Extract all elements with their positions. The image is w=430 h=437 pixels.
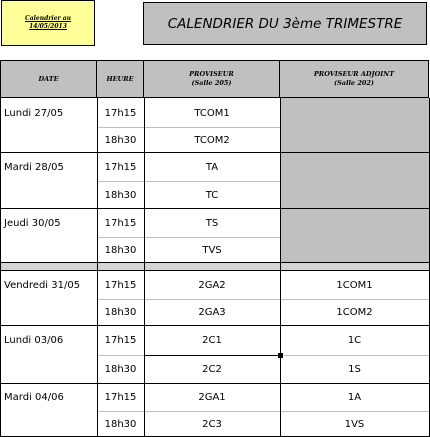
separator-line-top xyxy=(0,262,430,263)
header-heure-label: HEURE xyxy=(106,74,134,83)
date-cell xyxy=(4,412,96,436)
date-cell xyxy=(4,300,96,325)
proviseur-cell[interactable]: TCOM1 xyxy=(194,107,230,119)
adjoint-cell[interactable]: 1C xyxy=(347,335,362,346)
heure-cell: 17h15 xyxy=(104,335,137,346)
heure-cell: 17h15 xyxy=(104,217,137,229)
adjoint-cell[interactable]: 1VS xyxy=(344,418,365,430)
proviseur-cell[interactable]: 2GA3 xyxy=(198,307,226,318)
heure-cell: 18h30 xyxy=(104,189,137,201)
proviseur-cell[interactable]: 2GA2 xyxy=(198,279,226,291)
proviseur-cell[interactable]: TVS xyxy=(202,244,222,256)
heure-cell: 17h15 xyxy=(104,161,137,173)
header-adjoint-room: (Salle 202) xyxy=(334,79,374,87)
header-date-label: DATE xyxy=(38,74,59,83)
date-cell: Lundi 03/06 xyxy=(4,335,64,346)
date-cell xyxy=(4,128,96,152)
header-proviseur xyxy=(144,60,280,98)
date-cell xyxy=(4,182,96,208)
column-divider xyxy=(280,98,281,436)
proviseur-cell[interactable]: TCOM2 xyxy=(194,134,230,146)
adjoint-cell[interactable]: 1A xyxy=(347,392,362,403)
section-separator xyxy=(0,262,430,270)
proviseur-cell[interactable]: 2C2 xyxy=(202,364,222,375)
adjoint-cell[interactable] xyxy=(280,153,429,181)
adjoint-cell[interactable]: 1COM1 xyxy=(336,279,373,291)
memo-line-1: Calendrier au xyxy=(24,15,72,22)
adjoint-cell[interactable] xyxy=(280,209,429,237)
memo-line-2: 14/05/2013 xyxy=(29,23,67,30)
heure-cell: 17h15 xyxy=(104,107,137,119)
column-divider xyxy=(97,98,98,436)
proviseur-cell[interactable]: 2C3 xyxy=(202,418,222,430)
date-cell xyxy=(4,356,96,383)
heure-cell: 17h15 xyxy=(104,279,137,291)
title-text: CALENDRIER DU 3ème TRIMESTRE xyxy=(167,15,403,32)
header-adjoint xyxy=(280,60,429,98)
proviseur-cell[interactable]: TC xyxy=(205,189,219,201)
header-proviseur-room: (Salle 205) xyxy=(191,79,232,87)
heure-cell: 18h30 xyxy=(104,307,137,318)
heure-cell: 17h15 xyxy=(104,392,137,403)
heure-cell: 18h30 xyxy=(104,418,137,430)
page-title xyxy=(143,2,427,45)
adjoint-cell[interactable]: 1COM2 xyxy=(336,307,373,318)
adjoint-cell[interactable] xyxy=(280,182,429,208)
selected-cell-outline[interactable] xyxy=(144,325,281,356)
column-divider xyxy=(0,98,1,436)
date-cell: Mardi 04/06 xyxy=(4,392,64,403)
heure-cell: 18h30 xyxy=(104,244,137,256)
adjoint-cell[interactable] xyxy=(280,238,429,262)
date-cell xyxy=(4,238,96,262)
proviseur-cell[interactable]: TS xyxy=(205,217,219,229)
fill-handle[interactable] xyxy=(278,353,283,358)
memo-box xyxy=(1,0,95,46)
proviseur-cell[interactable]: TA xyxy=(205,161,219,173)
adjoint-cell[interactable] xyxy=(280,99,429,127)
heure-cell: 18h30 xyxy=(104,364,137,375)
header-date xyxy=(0,60,97,98)
proviseur-cell[interactable]: 2GA1 xyxy=(198,392,226,403)
header-proviseur-label: PROVISEUR xyxy=(189,70,234,78)
proviseur-cell[interactable]: 2C1 xyxy=(202,335,222,346)
header-heure xyxy=(97,60,144,98)
header-adjoint-label: PROVISEUR ADJOINT xyxy=(313,70,395,78)
heure-cell: 18h30 xyxy=(104,134,137,146)
adjoint-cell[interactable] xyxy=(280,128,429,152)
date-cell: Vendredi 31/05 xyxy=(4,279,81,291)
date-cell: Mardi 28/05 xyxy=(4,161,64,173)
date-cell: Jeudi 30/05 xyxy=(4,217,61,229)
adjoint-cell[interactable]: 1S xyxy=(348,364,361,375)
date-cell: Lundi 27/05 xyxy=(4,107,64,119)
column-divider xyxy=(144,98,145,436)
